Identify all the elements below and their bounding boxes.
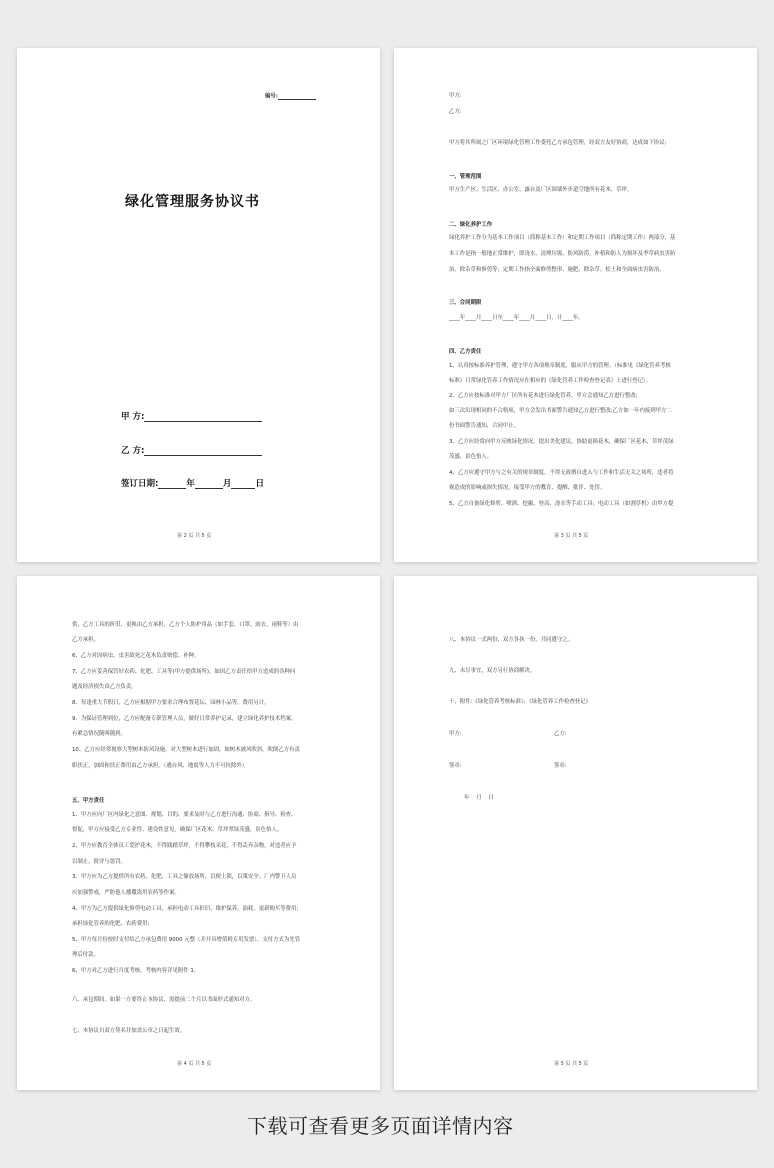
paragraph-line: 5、甲方每月份按时支付给乙方承包费用 9000 元整（并开具增值税专用发票），支付方式为先管 (72, 937, 301, 943)
paragraph-line: 5、乙方自备绿化修剪、喷洒、挖掘、登高、浇水等手动工具；电动工具（如割草机）由甲方提 (449, 501, 674, 507)
party-b-label: 乙方: (449, 109, 462, 115)
paragraph-line: 4、甲方为乙方提供绿化修剪电动工具，承担电动工具折旧、维护保养，油耗、更新购买等费用; (72, 906, 299, 912)
party-a-label: 甲方: (449, 93, 462, 99)
paragraph-line: 2、乙方应按标准对甲方厂区所有花木进行绿化管养，甲方会通知乙方进行整改; (449, 393, 638, 399)
paragraph-line: 有紧急情况随叫随到。 (72, 731, 126, 737)
paragraph-line: 应加强警戒，严防他人播撒盗用农药等作案。 (72, 890, 180, 896)
paragraph-line: 十、附件:《绿化管养考核标准》、《绿化管养工作检查登记》 (449, 699, 591, 705)
paragraph-line: 七、本协议自双方签名并加盖公章之日起生效。 (72, 1028, 186, 1034)
paragraph-line: 3、甲方应为乙方提供所有农药、化肥、工具之储放场所，以便上锁，以策安全。厂内警卫人员 (72, 874, 297, 880)
party-a-label: 甲方: (449, 731, 462, 737)
download-caption: 下载可查看更多页面详情内容 (247, 1114, 514, 1138)
paragraph-line: 7、乙方应妥善保管好农药、化肥、工具等(甲方提供场所)，如因乙方责任给甲方造成的各种问 (72, 669, 296, 675)
party-b-label: 乙方: (554, 731, 567, 737)
paragraph-line: 督促，甲方应接受乙方专业性、建设性意见，确保厂区花木、草坪翠绿茂盛，景色怡人。 (72, 827, 283, 833)
party-b-seal-label: 签章: (554, 763, 567, 769)
intro-text: 甲方将其所属之厂区环境绿化管理工作委托乙方承包管理，经双方友好协商，达成如下协议: (449, 140, 667, 146)
contract-number-label: 编号: (265, 93, 316, 100)
page-footer: 第 4 页 共 5 页 (177, 1061, 212, 1067)
paragraph-line: 1、甲方应向厂区内绿化之意图、规划、目的、要求及时与乙方进行沟通、协商、指导、检查、 (72, 812, 297, 818)
paragraph-line: 供，乙方工具的折旧、更换由乙方承担，乙方个人防护用品（如手套、口罩、雨衣、雨鞋等）由 (72, 622, 299, 628)
paragraph-line: 10、乙方应经常视察大型树木防风设施，对大型树木进行加固，如树木被风吹斜，吹倒乙方有责 (72, 747, 300, 753)
section-heading: 二、绿化养护工作 (449, 222, 493, 228)
section-heading: 四、乙方责任 (449, 349, 482, 355)
paragraph-line: 以制止，批评与惩罚。 (72, 859, 126, 865)
paragraph-line: 治、除杂草和修剪等；定期工作指全面修剪整形、施肥、除杂草、松土和全面病虫害防治。 (449, 267, 665, 273)
section-heading: 一、管理范围 (449, 174, 482, 180)
page-footer: 第 2 页 共 5 页 (177, 533, 212, 539)
paragraph-line: 视造成的影响或损失情况，接受甲方的教育、提醒、批评、处罚。 (449, 485, 606, 491)
paragraph-line: 乙方承担。 (72, 637, 99, 643)
section-heading: 五、甲方责任 (72, 798, 105, 804)
paragraph-line: 茂盛、景色怡人。 (449, 454, 493, 460)
paragraph-line: 3、乙方应经常向甲方反映绿化情况，提出美化建议，协助更换花木，确保厂区花木、草坪茂绿 (449, 439, 674, 445)
paragraph-line: 职扶正，加固和扶正费用由乙方承担。（遇台风、地震等人力不可抗除外） (72, 763, 248, 769)
document-title: 绿化管理服务协议书 (125, 194, 260, 210)
paragraph-line: 如三次出现相同的不合格项，甲方会发出书面警告通知乙方进行整改;乙方如一年内接到甲方二 (449, 408, 672, 414)
party-b-signature-row: 乙 方: (121, 444, 262, 456)
party-a-seal-label: 签章: (449, 763, 462, 769)
paragraph-line: 承担绿化管养的化肥、农药费用; (72, 921, 150, 927)
paragraph-line: 2、甲方应教育全体员工爱护花木，不得践踏草坪，不得攀枝采花，不得丢弃杂物，对违者应予 (72, 843, 297, 849)
sign-date-row: 签订日期: 年 月 日 (121, 479, 264, 489)
document-page-cover (17, 48, 380, 562)
paragraph-line: ____年____月____日至____年____月____日，计____年。 (449, 315, 584, 321)
paragraph-line: 4、乙方应遵守甲方与之有关的规章制度，不得无故擅自进入与工作和生活无关之场所，违者将 (449, 470, 674, 476)
paragraph-line: 六、承包期间，如果一方要终止本协议，需提前二个月以书面形式通知对方。 (72, 997, 256, 1003)
sign-date: 年 月 日 (464, 795, 494, 801)
paragraph-line: 题及经济损失由乙方负责。 (72, 684, 137, 690)
document-page-2 (394, 48, 757, 562)
paragraph-line: 6、甲方对乙方进行月度考核，考核内容详见附件 1。 (72, 968, 200, 974)
page-footer: 第 3 页 共 5 页 (554, 533, 589, 539)
paragraph-line: 9、为保证管理到位，乙方应配备专职管理人员，做好日常养护记录，建立绿化养护技术档案， (72, 716, 297, 722)
paragraph-line: 份书面警告通知，合同中止。 (449, 423, 520, 429)
paragraph-line: 1、认真按标准养护管理，遵守甲方各项规章制度，服从甲方的管理。（标准见《绿化管养考核 (449, 363, 671, 369)
document-page-3 (17, 576, 380, 1090)
document-page-4 (394, 576, 757, 1090)
paragraph-line: 绿化养护工作分为基本工作项目（简称基本工作）和定期工作项目（简称定期工作）两部分，基 (449, 235, 676, 241)
paragraph-line: 理后付款。 (72, 952, 99, 958)
party-a-signature-row: 甲 方: (121, 410, 262, 422)
paragraph-line: 6、乙方对因病虫、虫害致死之花木负责赔偿、补种。 (72, 653, 200, 659)
section-heading: 三、合同期限 (449, 300, 482, 306)
paragraph-line: 本工作是指一般地正常维护，即浇水、清理垃圾、防风防涝，补植和防人为损坏及季草病虫害防 (449, 251, 676, 257)
page-footer: 第 5 页 共 5 页 (554, 1061, 589, 1067)
paragraph-line: 甲方生产区、生活区、办公室、露台及厂区围墙外步道空地所有花木、草坪。 (449, 187, 633, 193)
paragraph-line: 8、每逢重大节假日，乙方应根据甲方要求合理布置花坛、园林小品等，费用另计。 (72, 700, 270, 706)
paragraph-line: 标准》日常绿化管养工作情况应在相应的《绿化管养工作检查登记表》上进行登记）。 (449, 378, 652, 384)
paragraph-line: 九、未尽事宜，双方另行协商解决。 (449, 668, 536, 674)
paragraph-line: 八、本协议一式两份，双方各执一份，共同遵守之。 (449, 637, 573, 643)
